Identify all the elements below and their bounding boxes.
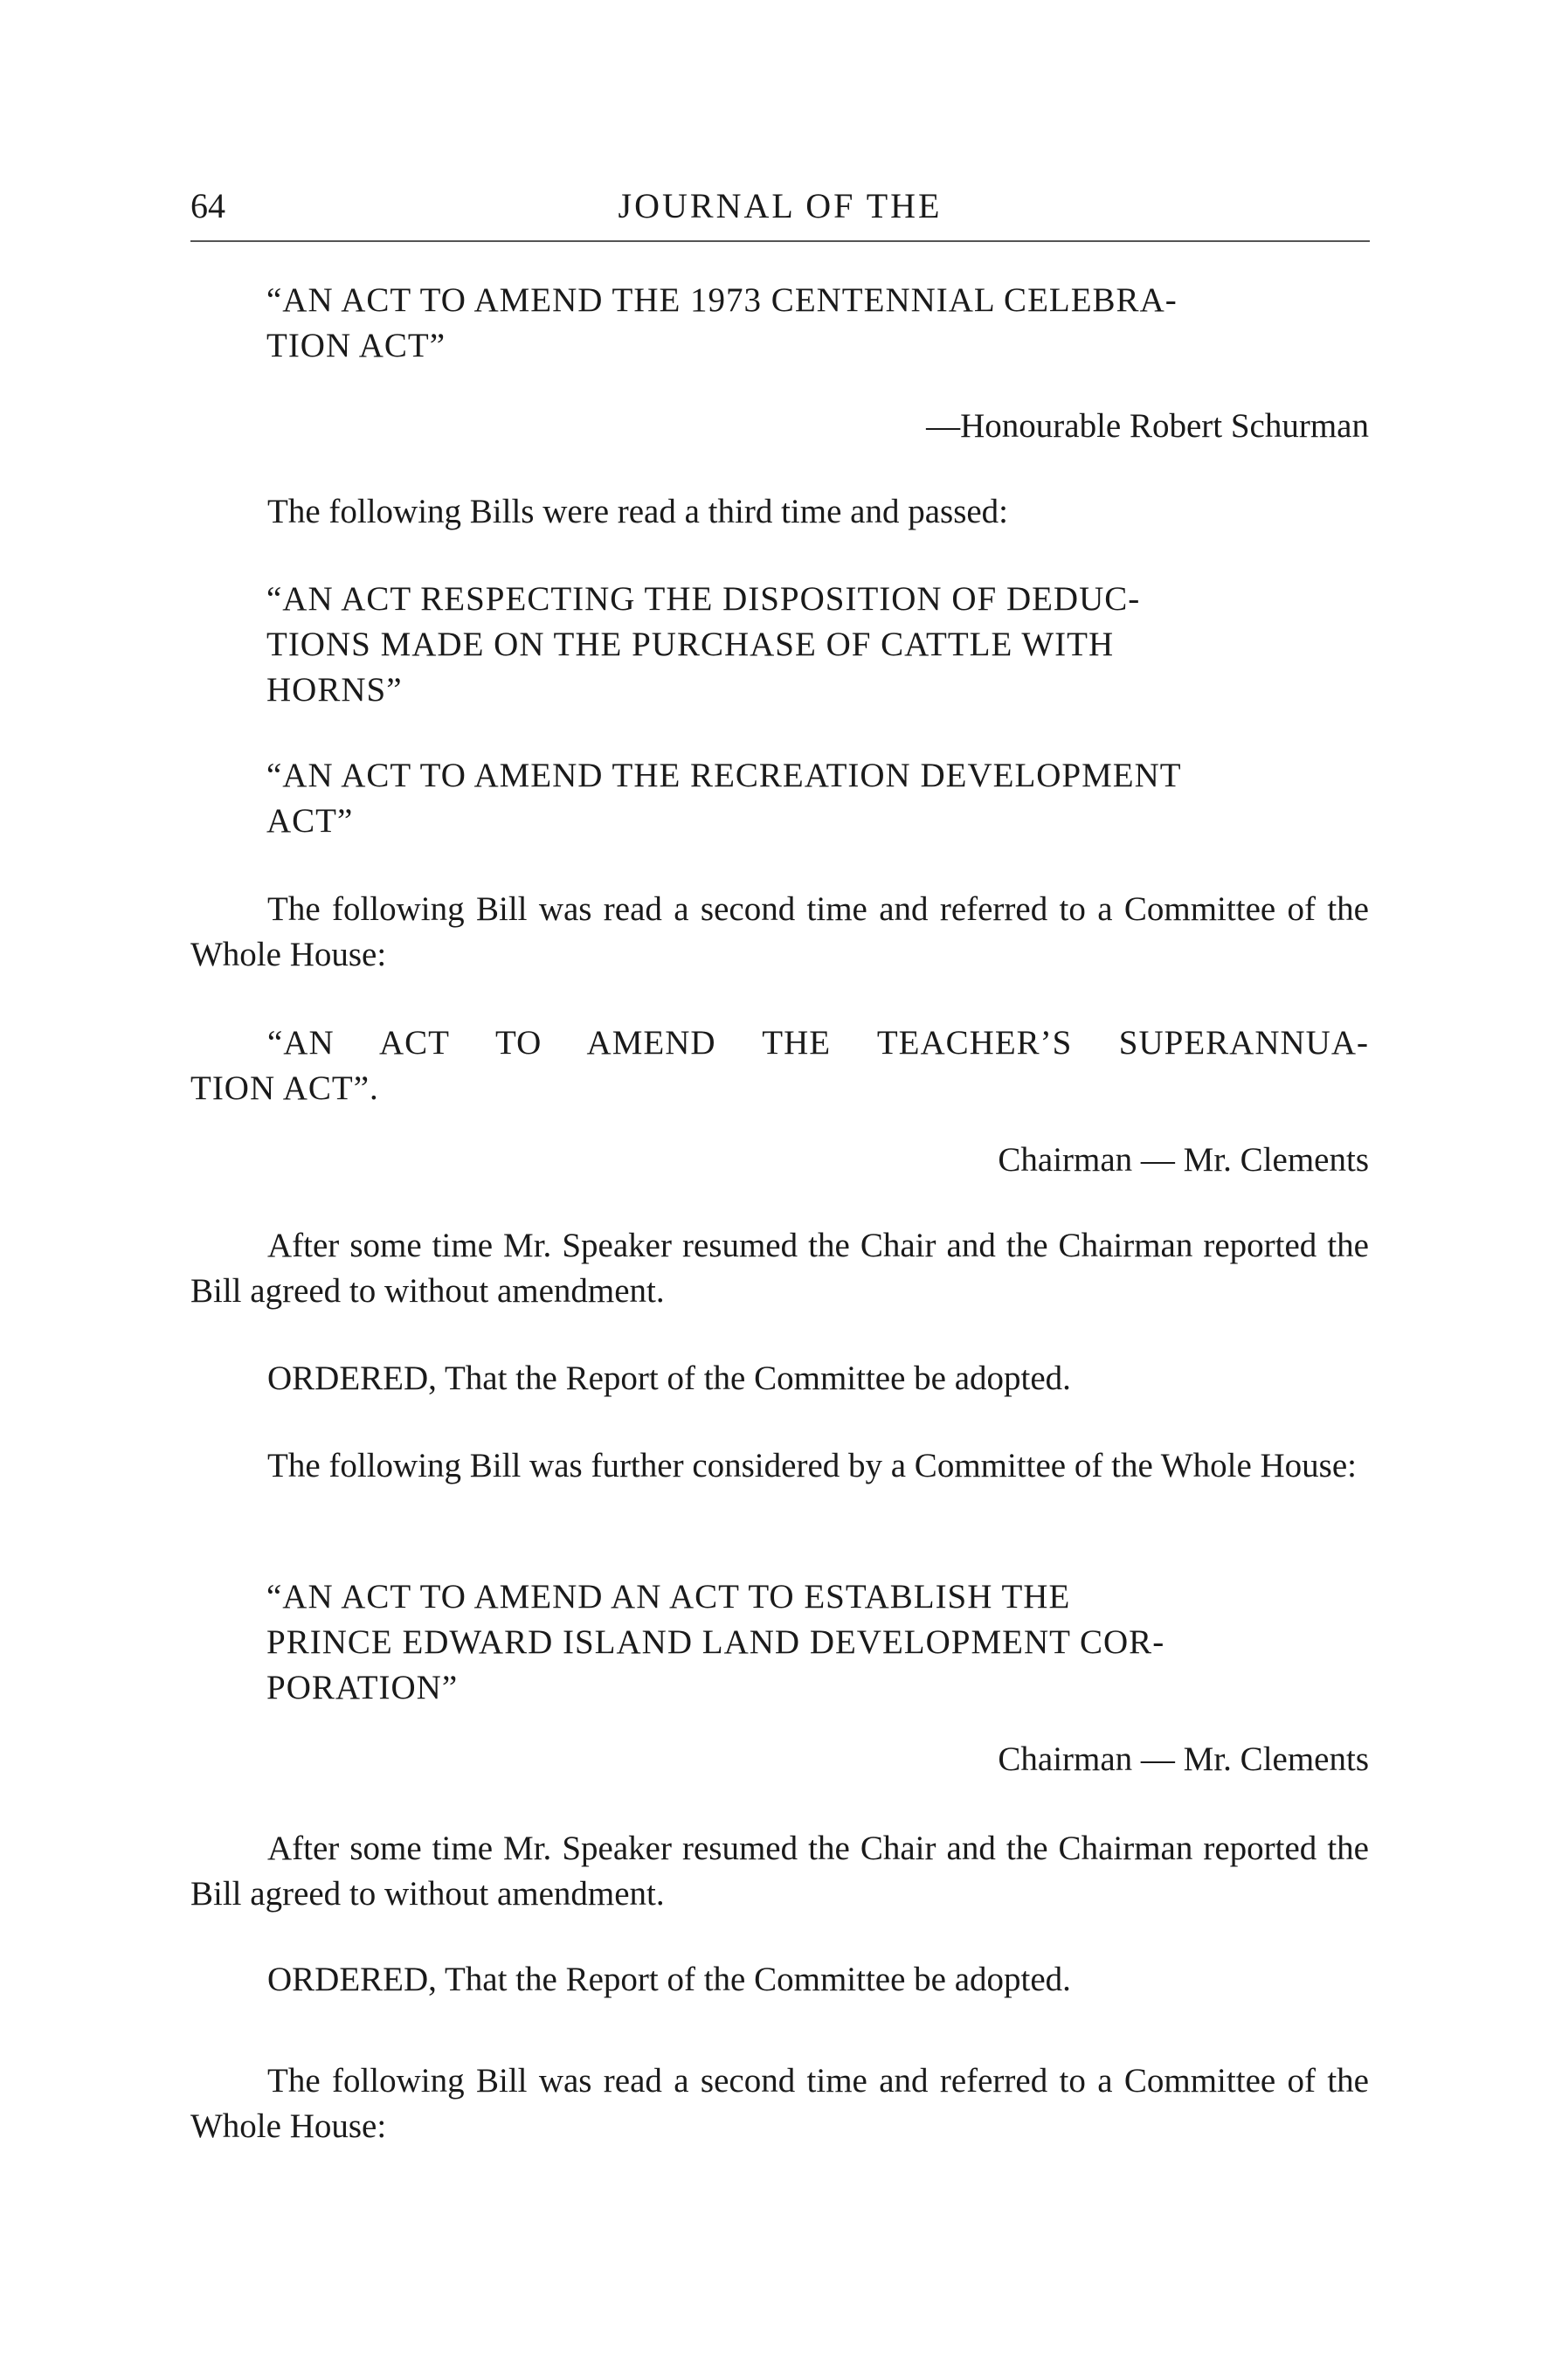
bill-title — [190, 1020, 1369, 1111]
bill-title-line: “AN ACT TO AMEND THE TEACHER’S SUPERANNUA- — [267, 1024, 1369, 1062]
bill-title-line: PORATION” — [266, 1669, 459, 1706]
bill-title-line: ACT” — [266, 802, 354, 840]
paragraph: After some time Mr. Speaker resumed the Chair and the Chairman reported the Bill agreed to without amendment. — [190, 1227, 1369, 1310]
bill-title-line: “AN ACT TO AMEND THE RECREATION DEVELOPMENT — [266, 757, 1182, 794]
paragraph: The following Bill was read a second time and referred to a Committee of the Whole House: — [190, 890, 1369, 973]
chairman-line: Chairman — Mr. Clements — [998, 1141, 1369, 1179]
attribution: —Honourable Robert Schurman — [926, 407, 1369, 445]
running-title: JOURNAL OF THE — [618, 186, 943, 225]
bill-title-line: TION ACT”. — [190, 1069, 379, 1107]
paragraph: After some time Mr. Speaker resumed the Chair and the Chairman reported the Bill agreed to without amendment. — [190, 1830, 1369, 1913]
bill-title-line: “AN ACT TO AMEND AN ACT TO ESTABLISH THE — [266, 1578, 1071, 1615]
bill-title-line: TION ACT” — [266, 327, 446, 364]
bill-title — [266, 1574, 1369, 1711]
page-number: 64 — [190, 186, 225, 225]
bill-title — [266, 577, 1369, 713]
bill-title-line: “AN ACT TO AMEND THE 1973 CENTENNIAL CELEBRA- — [266, 281, 1178, 319]
bill-title — [266, 753, 1369, 844]
paragraph: The following Bill was further considered by a Committee of the Whole House: — [267, 1447, 1357, 1484]
bill-title-line: PRINCE EDWARD ISLAND LAND DEVELOPMENT COR- — [266, 1623, 1165, 1661]
bill-title — [266, 278, 1369, 369]
page-header — [190, 185, 1370, 239]
chairman-line: Chairman — Mr. Clements — [998, 1740, 1369, 1778]
paragraph: The following Bill was read a second time and referred to a Committee of the Whole House: — [190, 2062, 1369, 2145]
paragraph: ORDERED, That the Report of the Committee be adopted. — [267, 1961, 1071, 1998]
bill-title-line: “AN ACT RESPECTING THE DISPOSITION OF DEDUC- — [266, 580, 1141, 618]
bill-title-line: HORNS” — [266, 671, 403, 709]
header-rule — [190, 240, 1370, 242]
paragraph: ORDERED, That the Report of the Committee be adopted. — [267, 1360, 1071, 1397]
paragraph: The following Bills were read a third time and passed: — [267, 493, 1009, 530]
bill-title-line: TIONS MADE ON THE PURCHASE OF CATTLE WITH — [266, 626, 1115, 663]
